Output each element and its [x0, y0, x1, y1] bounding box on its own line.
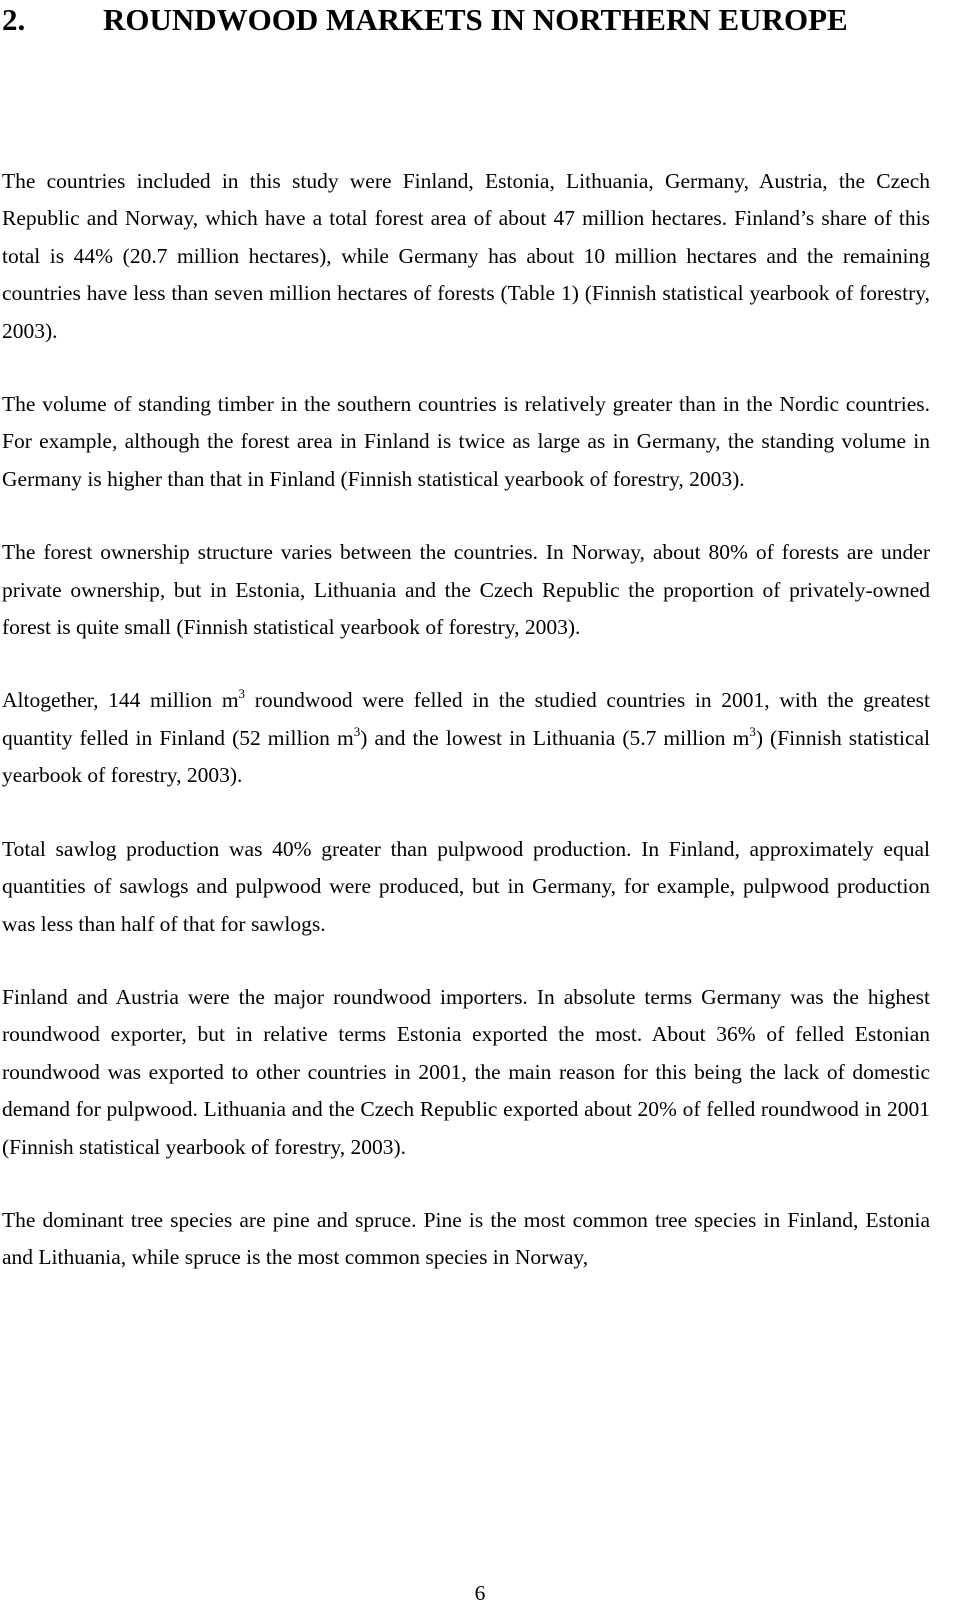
paragraph	[2, 831, 930, 943]
body-text	[2, 163, 930, 1313]
superscript: 3	[353, 723, 361, 739]
paragraph	[2, 1202, 930, 1277]
text-run: Finland and Austria were the major roundwood importers. In absolute terms Germany was the highest roundwood exporter, but in relative terms Estonia exported the most. About 36% of felled Estonian roundwood was exported to other countries in 2001, the main reason for this being the lack of domestic demand for pulpwood. Lithuania and the Czech Republic exported about 20% of felled roundwood in 2001 (Finnish statistical yearbook of forestry, 2003).	[2, 984, 930, 1159]
section-number: 2.	[2, 2, 26, 37]
text-run: The dominant tree species are pine and spruce. Pine is the most common tree species in Finland, Estonia and Lithuania, while spruce is the most common species in Norway,	[2, 1207, 930, 1270]
paragraph	[2, 979, 930, 1166]
superscript: 3	[749, 723, 756, 739]
text-run: The volume of standing timber in the southern countries is relatively greater than in the Nordic countries. For example, although the forest area in Finland is twice as large as in Germany, the standing volume in Germany is higher than that in Finland (Finnish statistical yearbook of forestry, 2003).	[2, 392, 930, 491]
paragraph	[2, 682, 930, 794]
text-run: ) and the lowest in Lithuania (5.7 million m	[360, 725, 750, 750]
paragraph	[2, 163, 930, 350]
section-title: ROUNDWOOD MARKETS IN NORTHERN EUROPE	[103, 2, 848, 37]
paragraph	[2, 534, 930, 646]
superscript: 3	[238, 686, 246, 702]
text-run: The countries included in this study were Finland, Estonia, Lithuania, Germany, Austria, the Czech Republic and Norway, which have a total forest area of about 47 million hectares. Finland’s share of this total is 44% (20.7 million hectares), while Germany has about 10 million hectares and the remaining countries have less than seven million hectares of forests (Table 1) (Finnish statistical yearbook of forestry, 2003).	[2, 169, 930, 343]
page-number: 6	[474, 1581, 486, 1605]
text-run: The forest ownership structure varies between the countries. In Norway, about 80% of forests are under private ownership, but in Estonia, Lithuania and the Czech Republic the proportion of privately-owned forest is quite small (Finnish statistical yearbook of forestry, 2003).	[2, 540, 930, 640]
text-run: Total sawlog production was 40% greater than pulpwood production. In Finland, approximately equal quantities of sawlogs and pulpwood were produced, but in Germany, for example, pulpwood production was less than half of that for sawlogs.	[2, 836, 930, 936]
section-heading	[2, 0, 932, 40]
paragraph	[2, 386, 930, 498]
text-run: roundwood were felled in the studied countries in 2001, with the greatest quantity felled in Finland (52 million m	[2, 688, 931, 750]
text-run: Altogether, 144 million m	[2, 688, 239, 713]
text-run: ) (Finnish statistical yearbook of forestry, 2003).	[2, 725, 930, 788]
